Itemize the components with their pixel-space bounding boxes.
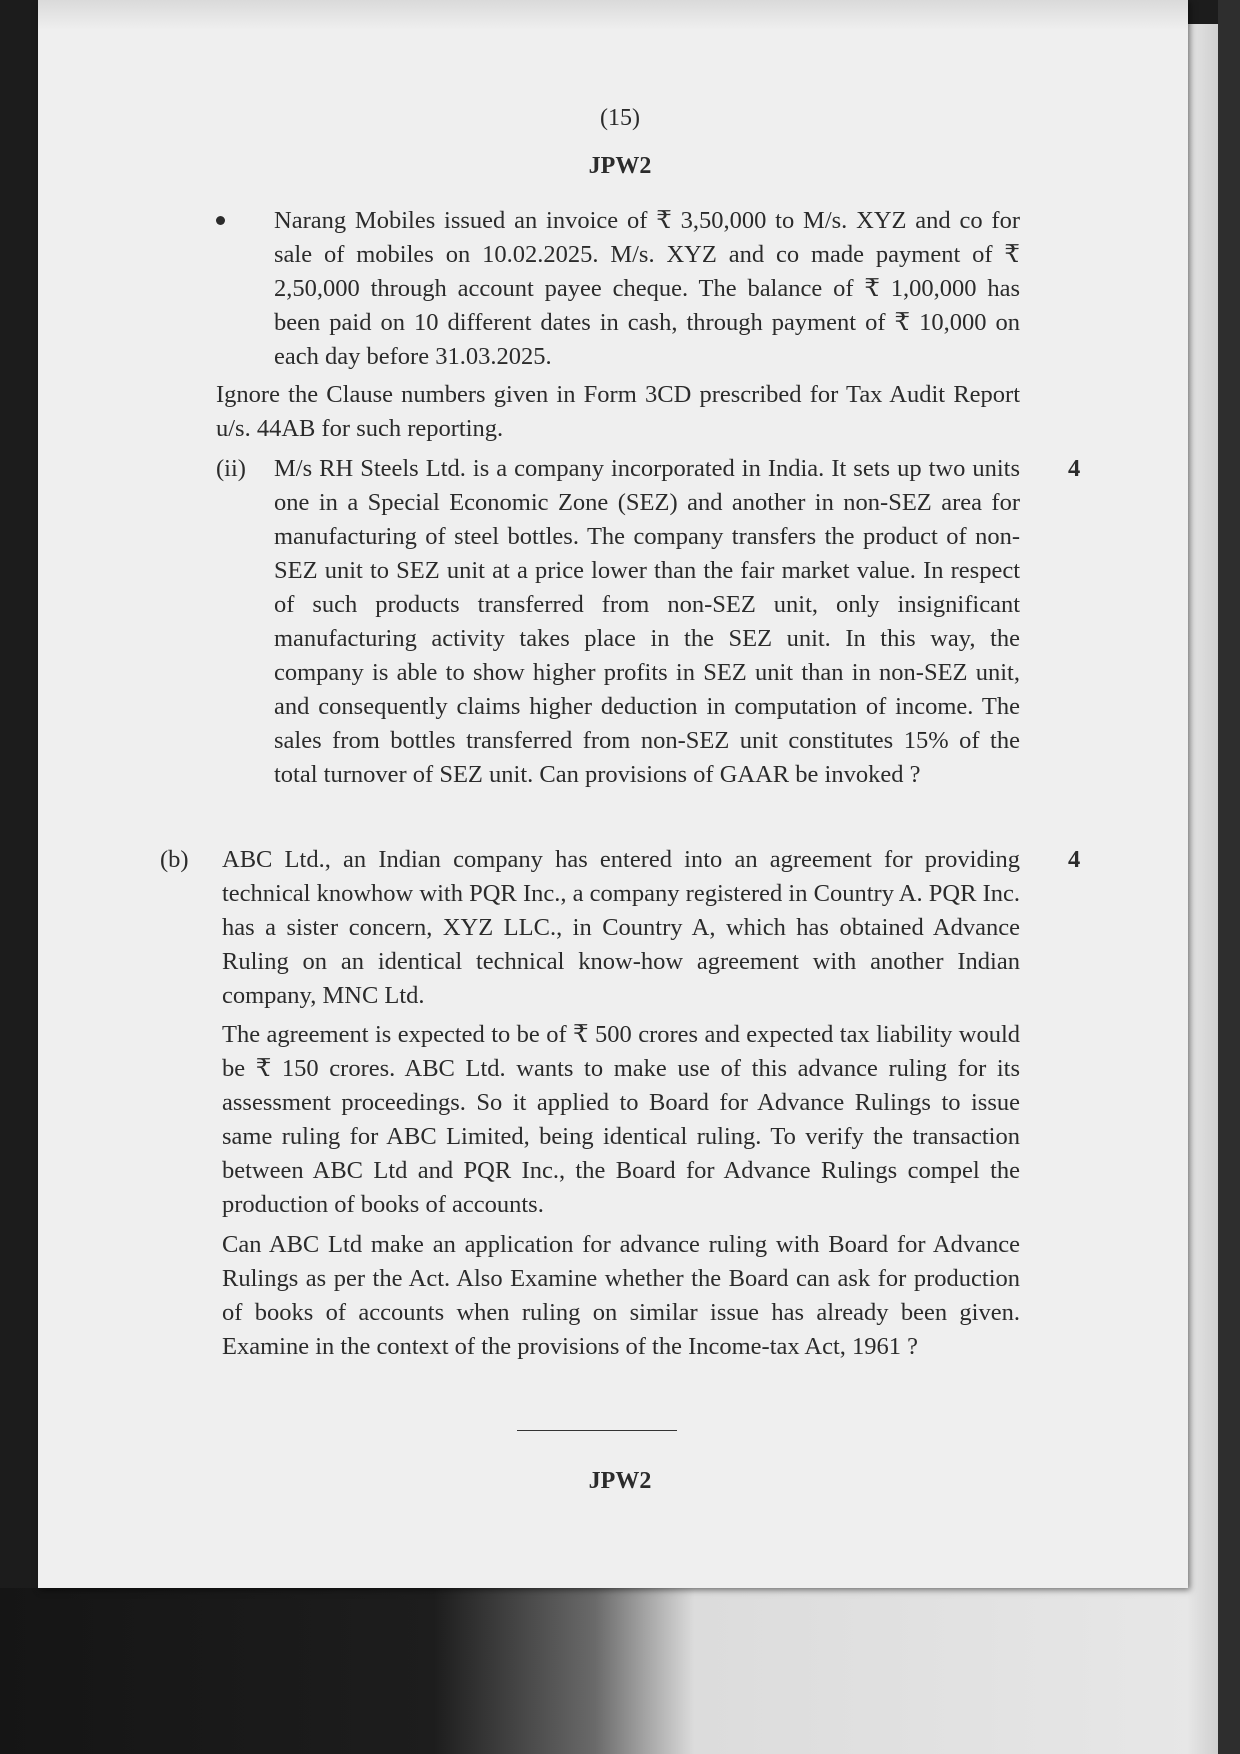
page-top-shadow — [38, 0, 1188, 30]
bullet-icon — [216, 216, 225, 225]
background-table — [0, 1588, 1240, 1754]
question-ii-marks: 4 — [1068, 455, 1081, 482]
question-ii-text: M/s RH Steels Ltd. is a company incorporated in India. It sets up two units one in a Special Economic Zone (SEZ) and another in non-SEZ area for manufacturing of steel bottles. The company transfers the product of non-SEZ unit to SEZ unit at a price lower than the fair market value. In respect of such products transferred from non-SEZ unit, only insignificant manufacturing activity takes place in the SEZ unit. In this way, the company is able to show higher profits in SEZ unit than in non-SEZ unit, and consequently claims higher deduction in computation of income. The sales from bottles transferred from non-SEZ unit constitutes 15% of the total turnover of SEZ unit. Can provisions of GAAR be invoked ? — [274, 455, 1020, 788]
bullet-item-text: Narang Mobiles issued an invoice of ₹ 3,50,000 to M/s. XYZ and co for sale of mobiles on 10.02.2025. M/s. XYZ and co made payment of ₹ 2,50,000 through account payee cheque. The balance of ₹ 1,00,000 has been paid on 10 different dates in cash, through payment of ₹ 10,000 on each day before 31.03.2025. — [274, 207, 1020, 370]
page-number: (15) — [600, 105, 640, 131]
paper-code-header: JPW2 — [588, 153, 652, 179]
question-b-marks: 4 — [1068, 846, 1081, 873]
question-b-label: (b) — [160, 846, 189, 873]
question-b-para-3: Can ABC Ltd make an application for advance ruling with Board for Advance Rulings as per the Act. Also Examine whether the Board can ask for production of books of accounts when ruling on similar issue has already been given. Examine in the context of the provisions of the Income-tax Act, 1961 ? — [222, 1231, 1020, 1360]
end-rule — [517, 1430, 677, 1431]
instruction-text: Ignore the Clause numbers given in Form 3CD prescribed for Tax Audit Report u/s. 44AB for such reporting. — [216, 381, 1020, 442]
question-b-para-2: The agreement is expected to be of ₹ 500 crores and expected tax liability would be ₹ 150 crores. ABC Ltd. wants to make use of this advance ruling for its assessment proceedings. So it applied to Board for Advance Rulings to issue same ruling for ABC Limited, being identical ruling. To verify the transaction between ABC Ltd and PQR Inc., the Board for Advance Rulings compel the production of books of accounts. — [222, 1021, 1020, 1218]
paper-code-footer: JPW2 — [588, 1468, 652, 1494]
question-ii-label: (ii) — [216, 455, 246, 482]
question-b-para-1: ABC Ltd., an Indian company has entered into an agreement for providing technical knowhow with PQR Inc., a company registered in Country A. PQR Inc. has a sister concern, XYZ LLC., in Country A, which has obtained Advance Ruling on an identical technical know-how agreement with another Indian company, MNC Ltd. — [222, 846, 1020, 1009]
